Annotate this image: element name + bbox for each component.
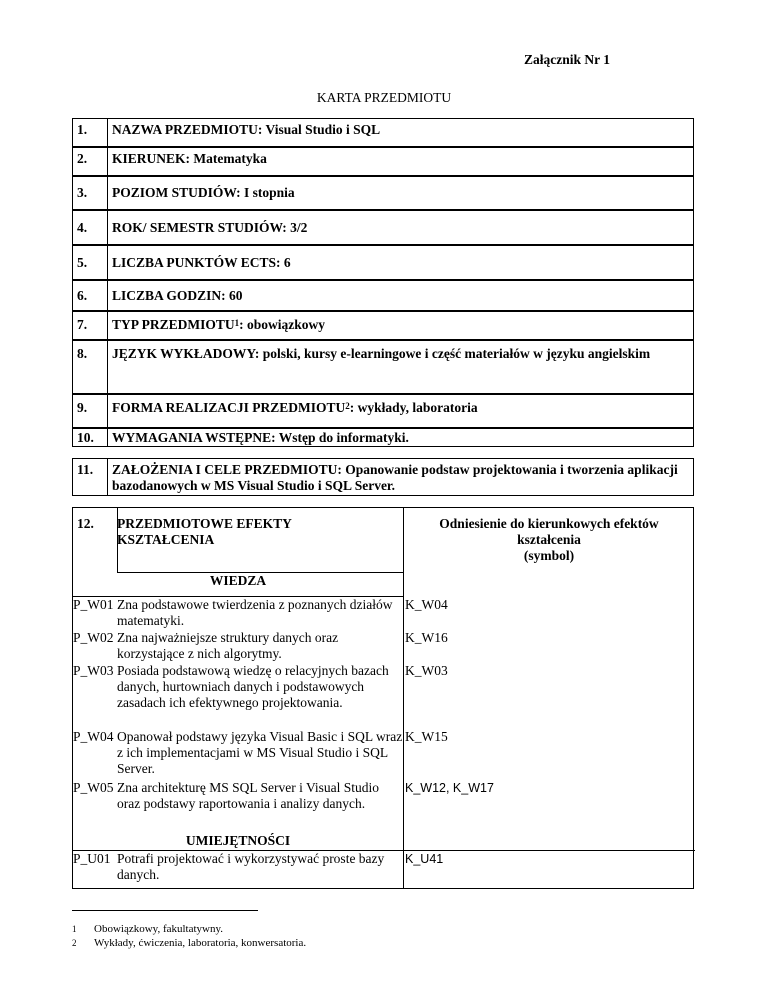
footnote-number: 2: [72, 938, 77, 948]
section-text-main: FORMA REALIZACJI PRZEDMIOTU: [112, 400, 346, 415]
section-number: 4.: [73, 211, 108, 244]
learning-outcomes-table: [72, 507, 694, 889]
outcome-symbol: K_W04: [405, 597, 448, 612]
document-title: KARTA PRZEDMIOTU: [316, 90, 452, 105]
section-number: 11.: [73, 459, 108, 495]
footnote: [72, 922, 223, 936]
section-text-value: : obowiązkowy: [239, 317, 326, 332]
section-text-value: : wykłady, laboratoria: [349, 400, 478, 415]
reference-header-line: Odniesienie do kierunkowych efektów: [439, 516, 659, 531]
outcome-symbol: K_W15: [405, 729, 448, 744]
section-text-main: TYP PRZEDMIOTU: [112, 317, 235, 332]
footnote-text: Wykłady, ćwiczenia, laboratoria, konwersatoria.: [94, 937, 307, 949]
section-number: 6.: [73, 281, 108, 310]
section-number: 2.: [73, 148, 108, 175]
footnote-number: 1: [72, 924, 77, 934]
section-text: [108, 395, 693, 427]
section-text: LICZBA GODZIN: 60: [112, 288, 243, 303]
section-row: [72, 245, 694, 280]
footnote-separator: [72, 910, 258, 911]
section-number: 7.: [73, 312, 108, 339]
section-number: 5.: [73, 246, 108, 279]
section-row: [72, 118, 694, 147]
reference-header-line: kształcenia: [517, 532, 581, 547]
outcome-code: P_W02: [73, 630, 114, 645]
section-text: LICZBA PUNKTÓW ECTS: 6: [112, 255, 291, 270]
section-row: [72, 428, 694, 447]
annex-label: Załącznik Nr 1: [524, 52, 611, 67]
section-row: [72, 311, 694, 340]
footnote-text: Obowiązkowy, fakultatywny.: [94, 923, 224, 935]
outcome-symbol: K_W12, K_W17: [405, 781, 494, 795]
outcome-symbol: K_W16: [405, 630, 448, 645]
group-heading-knowledge: WIEDZA: [209, 573, 267, 588]
section-row: [72, 210, 694, 245]
section-text: ZAŁOŻENIA I CELE PRZEDMIOTU: Opanowanie podstaw projektowania i tworzenia aplikacji bazodanowych w MS Visual Studio i SQL Server.: [112, 462, 678, 493]
section-text: [108, 312, 693, 339]
outcome-description: Zna najważniejsze struktury danych oraz korzystające z nich algorytmy.: [117, 630, 339, 661]
divider: [403, 508, 404, 888]
footnote: [72, 936, 306, 950]
outcome-description: Zna architekturę MS SQL Server i Visual Studio oraz podstawy raportowania i analizy danych.: [117, 780, 380, 811]
footnote-ref: 2: [345, 401, 350, 411]
section-number: 10.: [73, 429, 108, 446]
outcomes-header: PRZEDMIOTOWE EFEKTY KSZTAŁCENIA: [117, 516, 292, 547]
section-text: JĘZYK WYKŁADOWY: polski, kursy e-learningowe i część materiałów w języku angielskim: [112, 346, 651, 361]
outcome-description: Posiada podstawową wiedzę o relacyjnych bazach danych, hurtowniach danych i podstawowych zasadach ich efektywnego projektowania.: [117, 663, 389, 710]
section-number: 9.: [73, 395, 108, 427]
outcome-description: Zna podstawowe twierdzenia z poznanych działów matematyki.: [117, 597, 393, 628]
section-row: [72, 458, 694, 496]
section-row: [72, 147, 694, 176]
section-number: 3.: [73, 177, 108, 209]
outcome-symbol: K_U41: [405, 852, 444, 866]
section-text: WYMAGANIA WSTĘPNE: Wstęp do informatyki.: [112, 430, 409, 445]
section-text: POZIOM STUDIÓW: I stopnia: [112, 185, 295, 200]
section-number: 12.: [77, 516, 94, 531]
outcome-description: Opanował podstawy języka Visual Basic i SQL wraz z ich implementacjami w MS Visual Studio i SQL Server.: [117, 729, 403, 776]
section-number: 8.: [73, 341, 108, 393]
outcome-description: Potrafi projektować i wykorzystywać proste bazy danych.: [117, 851, 385, 882]
section-row: [72, 280, 694, 311]
group-heading-skills: UMIEJĘTNOŚCI: [185, 833, 291, 848]
section-row: [72, 340, 694, 394]
outcome-code: P_W03: [73, 663, 114, 678]
outcome-code: P_W01: [73, 597, 114, 612]
section-text: KIERUNEK: Matematyka: [112, 151, 267, 166]
outcome-code: P_W04: [73, 729, 114, 744]
outcome-code: P_U01: [73, 851, 111, 866]
section-row: [72, 394, 694, 428]
reference-header-line: (symbol): [523, 548, 575, 563]
outcome-symbol: K_W03: [405, 663, 448, 678]
outcome-code: P_W05: [73, 780, 114, 795]
section-text: ROK/ SEMESTR STUDIÓW: 3/2: [112, 220, 308, 235]
section-row: [72, 176, 694, 210]
section-number: 1.: [73, 119, 108, 146]
reference-header: [403, 516, 695, 564]
section-text: NAZWA PRZEDMIOTU: Visual Studio i SQL: [112, 122, 381, 137]
footnote-ref: 1: [234, 318, 240, 328]
